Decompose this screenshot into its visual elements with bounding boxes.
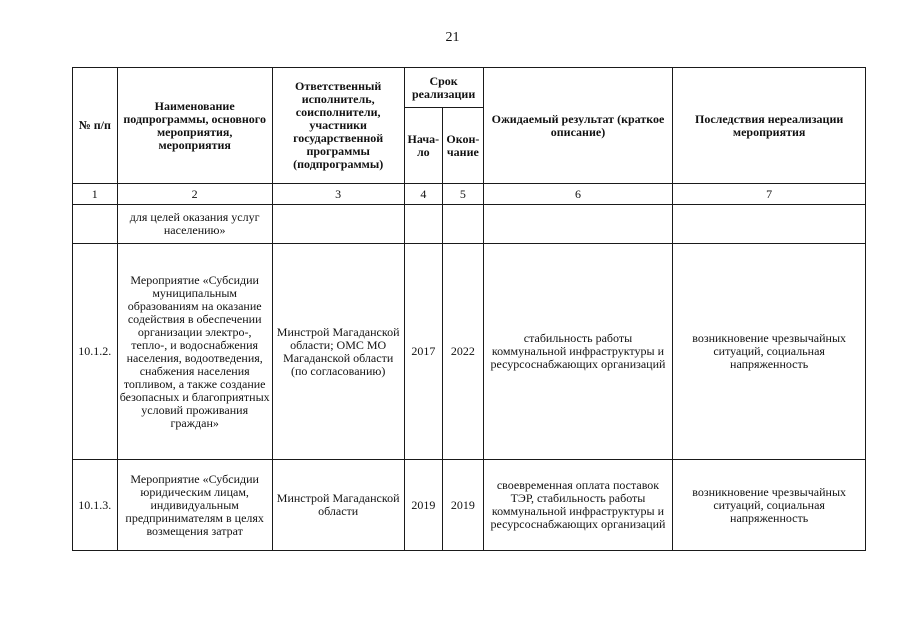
header-row-1 bbox=[73, 68, 866, 108]
row-start-year bbox=[404, 205, 443, 244]
row-number: 10.1.3. bbox=[73, 460, 118, 551]
row-start-year: 2017 bbox=[404, 244, 443, 460]
measures-table bbox=[72, 67, 866, 551]
column-number: 3 bbox=[272, 184, 404, 205]
header-term-start: Нача-ло bbox=[404, 108, 443, 184]
table-row bbox=[73, 244, 866, 460]
row-consequence bbox=[673, 205, 866, 244]
row-executor bbox=[272, 205, 404, 244]
row-name: Мероприятие «Субсидии муниципальным образованиям на оказание содействия в обеспечении организации электро-, тепло-, и водоснабжения населения, водоотведения, снабжения населения топливом, а также создание безопасных и благоприятных условий проживания граждан» bbox=[117, 244, 272, 460]
row-number: 10.1.2. bbox=[73, 244, 118, 460]
row-end-year: 2019 bbox=[443, 460, 484, 551]
header-consequence: Последствия нереализации мероприятия bbox=[673, 68, 866, 184]
row-executor: Минстрой Магаданской области; ОМС МО Магаданской области (по согласованию) bbox=[272, 244, 404, 460]
column-number: 1 bbox=[73, 184, 118, 205]
table-row bbox=[73, 460, 866, 551]
row-result: своевременная оплата поставок ТЭР, стабильность работы коммунальной инфраструктуры и ресурсоснабжающих организаций bbox=[483, 460, 673, 551]
header-number: № п/п bbox=[73, 68, 118, 184]
header-term-end: Окон-чание bbox=[443, 108, 484, 184]
row-number bbox=[73, 205, 118, 244]
header-term: Срок реализации bbox=[404, 68, 483, 108]
column-number: 6 bbox=[483, 184, 673, 205]
table-row bbox=[73, 205, 866, 244]
header-name: Наименование подпрограммы, основного мероприятия, мероприятия bbox=[117, 68, 272, 184]
row-result bbox=[483, 205, 673, 244]
row-name: Мероприятие «Субсидии юридическим лицам, индивидуальным предпринимателям в целях возмещения затрат bbox=[117, 460, 272, 551]
row-end-year bbox=[443, 205, 484, 244]
row-end-year: 2022 bbox=[443, 244, 484, 460]
column-number: 2 bbox=[117, 184, 272, 205]
column-number: 4 bbox=[404, 184, 443, 205]
header-executor: Ответственный исполнитель, соисполнители, участники государственной программы (подпрограммы) bbox=[272, 68, 404, 184]
header-result: Ожидаемый результат (краткое описание) bbox=[483, 68, 673, 184]
column-number: 7 bbox=[673, 184, 866, 205]
row-result: стабильность работы коммунальной инфраструктуры и ресурсоснабжающих организаций bbox=[483, 244, 673, 460]
row-name: для целей оказания услуг населению» bbox=[117, 205, 272, 244]
page-number: 21 bbox=[445, 30, 460, 45]
row-executor: Минстрой Магаданской области bbox=[272, 460, 404, 551]
row-consequence: возникновение чрезвычайных ситуаций, социальная напряженность bbox=[673, 460, 866, 551]
column-numbers-row bbox=[73, 184, 866, 205]
row-start-year: 2019 bbox=[404, 460, 443, 551]
row-consequence: возникновение чрезвычайных ситуаций, социальная напряженность bbox=[673, 244, 866, 460]
column-number: 5 bbox=[443, 184, 484, 205]
